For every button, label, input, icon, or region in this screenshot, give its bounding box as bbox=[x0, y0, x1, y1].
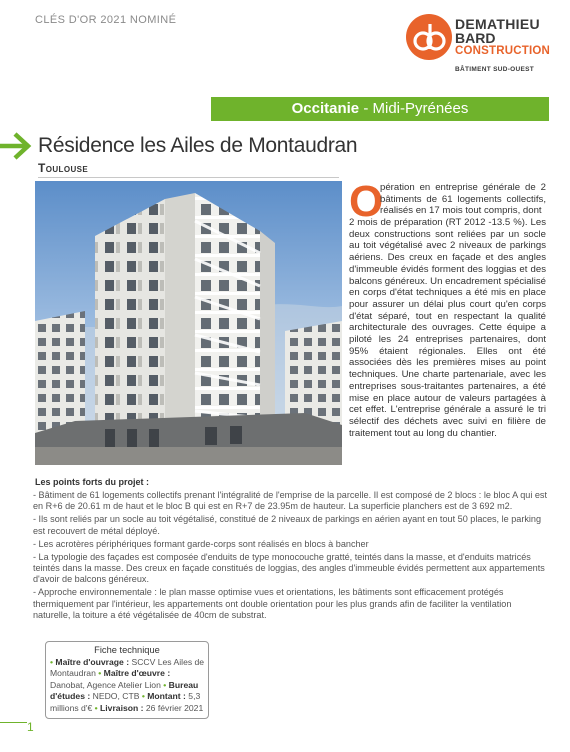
page-number: 1 bbox=[27, 720, 34, 734]
page-subtitle: Toulouse bbox=[38, 161, 89, 175]
fiche-title: Fiche technique bbox=[94, 645, 160, 655]
company-logo bbox=[406, 14, 556, 84]
points-item: - Bâtiment de 61 logements collectifs prenant l'intégralité de l'emprise de la parcelle. Il est composé de 2 blocs : le bloc A qui est en R+6 de 20.61 m de haut et le bloc B qui est en R+7 de 23.95m de hauteur. La superficie planchers est de 3 692 m2. bbox=[33, 490, 548, 512]
fiche-moe-label: Maître d'œuvre : bbox=[103, 668, 171, 679]
fiche-technique-box bbox=[45, 641, 209, 719]
fiche-montant-value: 5,3 millions d'€ bbox=[50, 691, 201, 713]
logo-line-4: BÂTIMENT SUD-OUEST bbox=[455, 66, 535, 73]
fiche-moe-value: Danobat, Agence Atelier Lion bbox=[50, 679, 161, 690]
page-title: Résidence les Ailes de Montaudran bbox=[38, 134, 358, 157]
region-sep: - bbox=[359, 100, 373, 117]
region-main: Occitanie bbox=[291, 100, 360, 117]
fiche-be-label: Bureau d'études : bbox=[50, 679, 199, 702]
logo-line-3: CONSTRUCTION bbox=[455, 45, 551, 57]
fiche-montant-label: Montant : bbox=[147, 691, 186, 702]
dropcap-letter: O bbox=[349, 177, 384, 226]
intro-lead: pération en entreprise générale de 2 bâtiments de 61 logements collectifs, réalisés en 17 mois tout compris, dont bbox=[380, 182, 546, 217]
page-number-rule bbox=[0, 722, 27, 723]
fiche-body bbox=[50, 657, 206, 714]
points-item: - Les acrotères périphériques formant garde-corps sont réalisés en blocs à bancher bbox=[33, 538, 369, 549]
bullet: • bbox=[163, 679, 167, 690]
points-list bbox=[33, 490, 547, 623]
intro-body: 2 mois de préparation (RT 2012 -13.5 %). Les deux constructions sont reliées par un socle au toit végétalisé avec 2 niveaux de parkings aériens. Des creux en façade et des angles d'immeuble évidés forment des loggias et des balcons généreux. Un encadrement spécialisé en corps d'état techniques a été mis en place pour assurer un délai plus court qu'en corps d'état séparé, tout en respectant la qualité architecturale des ouvrages. Cette équipe a piloté les 24 entreprises partenaires, dont 95% étaient régionales. Elles ont été associées dès les premières mises au point techniques. Une charte partenariale, avec les entreprises sous-traitantes partenaires, a été mise en place autour de valeurs partagées à cet effet. L'entreprise générale a assuré le tri sélectif des déchets avec suivi en filière de traitement tout au long du chantier. bbox=[349, 217, 546, 439]
region-bar bbox=[211, 97, 549, 121]
bullet: • bbox=[94, 702, 98, 713]
bullet: • bbox=[50, 657, 54, 667]
bullet: • bbox=[98, 668, 102, 679]
points-item: - Ils sont reliés par un socle au toit végétalisé, constitué de 2 niveaux de parkings en aérien ayant en tout 50 places, le parking est recouvert de métal déployé. bbox=[33, 514, 542, 536]
arrow-right-icon bbox=[0, 132, 32, 160]
subtitle-divider bbox=[38, 177, 339, 178]
fiche-moa-label: Maître d'ouvrage : bbox=[55, 657, 130, 667]
fiche-be-value: NEDO, CTB bbox=[92, 691, 140, 702]
logo-line-1: DEMATHIEU bbox=[455, 16, 540, 32]
logo-line-2: BARD bbox=[455, 30, 496, 46]
fiche-livraison-value: 26 février 2021 bbox=[145, 702, 204, 713]
fiche-moa-value: SCCV Les Ailes de Montaudran bbox=[50, 657, 205, 679]
points-item: - Approche environnementale : le plan masse optimise vues et orientations, les bâtiments sont efficacement protégés thermiquement par l'intérieur, les appartements ont double orientation pour les plus grands afin de faciliter la ventilation naturelle, la toiture a été végétalisée de 40cm de substrat. bbox=[33, 587, 512, 621]
building-photo bbox=[35, 181, 342, 465]
bullet: • bbox=[141, 691, 145, 702]
points-item: - La typologie des façades est composée d'enduits de type monocouche gratté, teintés dans la masse, et d'enduits matricés teintés dans la masse. Des creux en façade constitués de loggias, des angles d'immeuble évidés permettent aux appartements d'avoir de balcons généreux. bbox=[33, 551, 545, 585]
region-sub: Midi-Pyrénées bbox=[372, 100, 469, 117]
fiche-livraison-label: Livraison : bbox=[100, 702, 144, 713]
header-tag: CLÉS D'OR 2021 NOMINÉ bbox=[35, 14, 177, 26]
logo-mark-icon bbox=[406, 14, 452, 60]
points-title: Les points forts du projet : bbox=[35, 477, 149, 487]
